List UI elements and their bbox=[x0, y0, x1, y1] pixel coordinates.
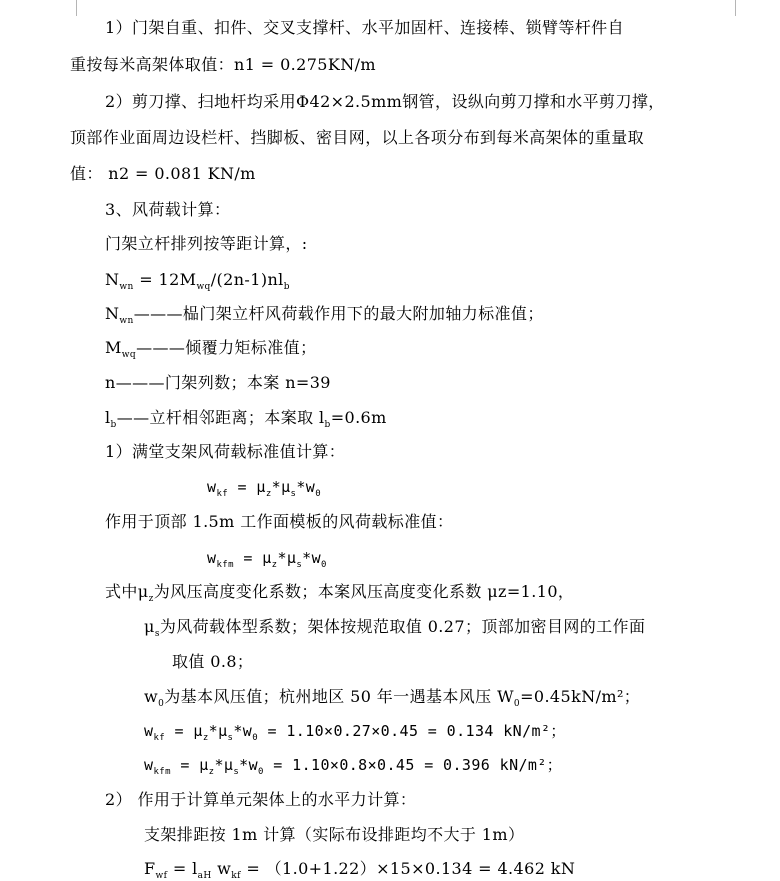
text-line: $M_{wq}———$倾覆力矩标准值； bbox=[105, 338, 317, 361]
page-corner-mark-right bbox=[735, 0, 752, 16]
text-line: 1）门架自重、扣件、交叉支撑杆、水平加固杆、连接棒、锁臂等杆件自 bbox=[105, 18, 624, 37]
text-line: 式中$\mu_z$为风压高度变化系数；本案风压高度变化系数 μz=1.10， bbox=[105, 582, 575, 605]
text-line: 值： n2 = 0.081 KN/m bbox=[70, 164, 256, 183]
text-line: $w_{kfm} = \mu_z*\mu_s*w_0 = 1.10\times 0.8\times 0.45 = 0.396$ kN/m²； bbox=[144, 756, 563, 777]
text-line: $w_{kf} = \mu_z*\mu_s*w_0$ bbox=[207, 478, 322, 499]
text-line: $w_{kf} = \mu_z*\mu_s*w_0 = 1.10\times 0.27\times 0.45 = 0.134$ kN/m²； bbox=[144, 722, 566, 743]
text-line: 作用于顶部 1.5m 工作面模板的风荷载标准值： bbox=[105, 512, 454, 531]
text-line: $w_{kfm} = \mu_z*\mu_s*w_0$ bbox=[207, 549, 327, 570]
text-line: $N_{wn}———$榀门架立杆风荷载作用下的最大附加轴力标准值； bbox=[105, 304, 544, 327]
text-line: 3、风荷载计算： bbox=[105, 200, 231, 219]
text-line: 2） 作用于计算单元架体上的水平力计算： bbox=[105, 790, 417, 809]
text-line: 2）剪刀撑、扫地杆均采用Φ42×2.5mm钢管，设纵向剪刀撑和水平剪刀撑， bbox=[105, 92, 665, 111]
text-line: 支架排距按 1m 计算（实际布设排距均不大于 1m） bbox=[144, 825, 525, 844]
text-line: $w_0$为基本风压值；杭州地区 50 年一遇基本风压 $W_0=0.45kN/m^2$； bbox=[144, 687, 641, 710]
text-line: 取值 0.8； bbox=[172, 652, 254, 671]
page-corner-mark-left bbox=[60, 0, 77, 16]
text-line: $l_b——$立杆相邻距离；本案取 $l_b=0.6m$ bbox=[105, 408, 387, 431]
text-line: $F_{wf} = l_{aH}$ $w_{kf} = (1.0+1.22)\times 15\times 0.134 = 4.462$ kN bbox=[144, 859, 576, 881]
text-line: 顶部作业面周边设栏杆、挡脚板、密目网，以上各项分布到每米高架体的重量取 bbox=[70, 128, 645, 147]
text-line: 门架立杆排列按等距计算，: bbox=[105, 234, 308, 253]
text-line: 重按每米高架体取值：n1 = 0.275KN/m bbox=[70, 55, 376, 74]
text-line: 1）满堂支架风荷载标准值计算： bbox=[105, 442, 346, 461]
text-line: $\mu_s$为风荷载体型系数；架体按规范取值 0.27；顶部加密目网的工作面 bbox=[144, 617, 646, 640]
text-line: $N_{wn} = 12M_{wq}/(2n-1)nl_b$ bbox=[105, 270, 290, 293]
text-line: n———门架列数；本案 n=39 bbox=[105, 373, 331, 392]
